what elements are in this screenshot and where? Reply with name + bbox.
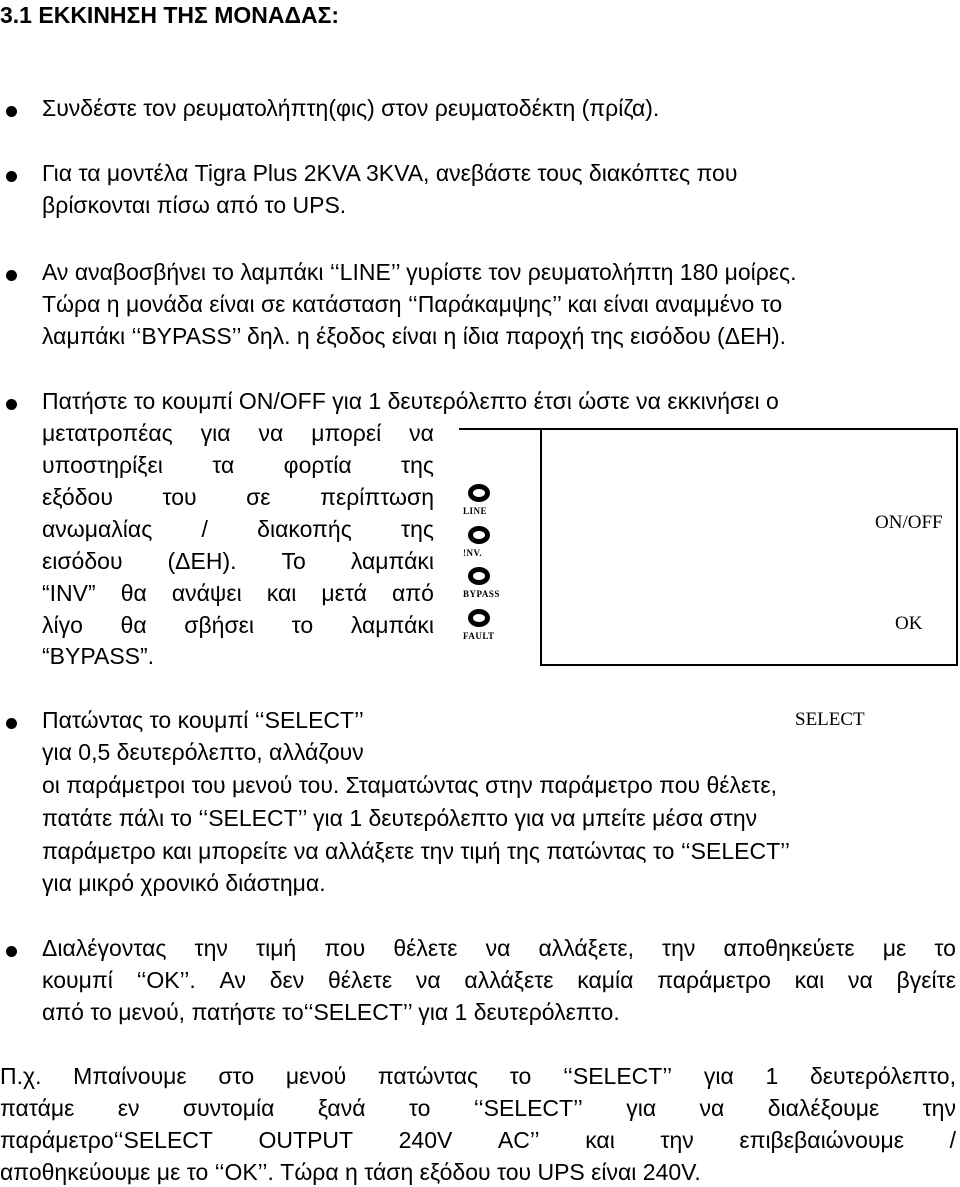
word: και (794, 967, 825, 993)
bullet-3-line: Τώρα η μονάδα είναι σε κατάσταση ‘‘Παράκαμψης’’ και είναι αναμμένο το (42, 291, 783, 317)
lamp-label-bypass: BYPASS (463, 589, 500, 599)
lamp-label-inv: !NV. (463, 548, 483, 558)
word: μετατροπέας (42, 420, 173, 446)
word: να (409, 420, 434, 446)
word: το (291, 612, 314, 638)
word: ‘‘SELECT’’ (563, 1063, 673, 1089)
bullet-6-line (42, 935, 956, 963)
word: καμία (577, 967, 634, 993)
word: εξόδου (42, 484, 113, 510)
bypass-lamp-icon (468, 567, 490, 585)
bullet-5-line: για μικρό χρονικό διάστημα. (42, 870, 326, 896)
fault-lamp-icon (468, 609, 490, 627)
word: εισόδου (42, 548, 123, 574)
word: διαλέξουμε (767, 1095, 880, 1121)
word: ‘‘OK’’. (136, 967, 196, 993)
bullet-3-line: λαμπάκι ‘‘BYPASS’’ δηλ. η έξοδος είναι η ίδια παροχή της εισόδου (ΔΕΗ). (42, 323, 787, 349)
bullet-4-line (42, 548, 434, 576)
word: (ΔΕΗ). (167, 548, 237, 574)
on-off-button-label: ON/OFF (875, 512, 943, 533)
word: AC’’ (497, 1127, 540, 1153)
word: και (585, 1127, 615, 1153)
word: περίπτωση (320, 484, 434, 510)
example-line (0, 1127, 956, 1155)
word: μπορεί (311, 420, 382, 446)
word: πατώντας (377, 1063, 479, 1089)
word: το (934, 935, 956, 961)
word: αλλάξετε (464, 967, 554, 993)
word: να (485, 935, 511, 961)
section-title: 3.1 ΕΚΚΙΝΗΣΗ ΤΗΣ ΜΟΝΑΔΑΣ: (0, 2, 340, 28)
word: σε (246, 484, 271, 510)
word: για (626, 1095, 657, 1121)
word: δεν (269, 967, 305, 993)
word: / (949, 1127, 956, 1153)
bullet-4-line: Πατήστε το κουμπί ON/OFF για 1 δευτερόλεπτο έτσι ώστε να εκκινήσει ο (42, 388, 779, 414)
word: παράμετρο‘‘SELECT (0, 1127, 213, 1153)
word: το (509, 1063, 532, 1089)
word: μενού (285, 1063, 347, 1089)
word: να (848, 967, 873, 993)
bullet-4-line (42, 580, 434, 608)
word: Π.χ. (0, 1063, 42, 1089)
word: από (391, 580, 434, 606)
bullet-6-line: από το μενού, πατήστε το‘‘SELECT’’ για 1 δευτερόλεπτο. (42, 999, 620, 1025)
bullet-4-line (42, 612, 434, 640)
bullet-marker (6, 106, 17, 117)
word: σβήσει (184, 612, 255, 638)
word: με (882, 935, 907, 961)
word: να (415, 967, 441, 993)
bullet-4-line (42, 484, 434, 512)
word: την (194, 935, 228, 961)
word: μετά (321, 580, 367, 606)
bullet-5-line: παράμετρο και μπορείτε να αλλάξετε την τιμή της πατώντας το ‘‘SELECT’’ (42, 838, 790, 864)
word: Μπαίνουμε (73, 1063, 187, 1089)
bullet-4-line (42, 516, 434, 544)
word: λαμπάκι (350, 612, 434, 638)
bullet-2-line: βρίσκονται πίσω από το UPS. (42, 192, 347, 218)
word: τα (212, 452, 235, 478)
word: την (660, 1127, 694, 1153)
example-line (0, 1063, 956, 1091)
ok-button-label: OK (895, 613, 923, 634)
word: αποθηκεύετε (723, 935, 855, 961)
example-line: αποθηκεύουμε με το ‘‘OK’’. Τώρα η τάση εξόδου του UPS είναι 240V. (0, 1159, 701, 1185)
bullet-4-line: “BYPASS”. (42, 643, 155, 669)
bullet-marker (6, 171, 17, 182)
word: της (401, 452, 434, 478)
word: να (258, 420, 284, 446)
word: για (200, 420, 231, 446)
bullet-2-line: Για τα μοντέλα Tigra Plus 2KVA 3KVA, ανεβάστε τους διακόπτες που (42, 160, 738, 186)
word: που (324, 935, 366, 961)
word: θέλετε (328, 967, 393, 993)
bullet-4-line (42, 420, 434, 448)
bullet-4-line (42, 452, 434, 480)
bullet-1-line: Συνδέστε τον ρευματολήπτη(φις) στον ρευματοδέκτη (πρίζα). (42, 95, 660, 121)
word: βγείτε (896, 967, 956, 993)
word: την (662, 935, 696, 961)
bullet-marker (6, 270, 17, 281)
word: ανωμαλίας (42, 516, 153, 542)
word: επιβεβαιώνουμε (739, 1127, 905, 1153)
bullet-5-line: για 0,5 δευτερόλεπτο, αλλάζουν (42, 739, 364, 765)
word: Το (281, 548, 306, 574)
bullet-marker (6, 946, 17, 957)
bullet-3-line: Αν αναβοσβήνει το λαμπάκι ‘‘LINE’’ γυρίστε τον ρευματολήπτη 180 μοίρες. (42, 259, 797, 285)
word: τιμή (256, 935, 297, 961)
word: / (201, 516, 208, 542)
word: διακοπής (257, 516, 352, 542)
word: λίγο (42, 612, 83, 638)
word: στο (218, 1063, 255, 1089)
word: του (162, 484, 197, 510)
bullet-5-line: οι παράμετροι του μενού του. Σταματώντας στην παράμετρο που θέλετε, (42, 772, 778, 798)
word: φορτία (283, 452, 352, 478)
lamp-label-fault: FAULT (463, 631, 495, 641)
word: να (699, 1095, 725, 1121)
word: 1 (765, 1063, 779, 1089)
word: κουμπί (42, 967, 113, 993)
word: παράμετρο (657, 967, 771, 993)
word: το (408, 1095, 431, 1121)
word: και (266, 580, 297, 606)
word: θα (120, 580, 147, 606)
bullet-6-line (42, 967, 956, 995)
word: της (401, 516, 434, 542)
word: την (922, 1095, 956, 1121)
word: συντομία (182, 1095, 275, 1121)
word: αλλάξετε, (538, 935, 634, 961)
select-button-label: SELECT (795, 709, 865, 730)
word: πατάμε (0, 1095, 75, 1121)
bullet-5-line: πατάτε πάλι το ‘‘SELECT’’ για 1 δευτερόλεπτο για να μπείτε μέσα στην (42, 805, 758, 831)
word: Αν (219, 967, 246, 993)
word: Διαλέγοντας (42, 935, 167, 961)
inv-lamp-icon (468, 526, 490, 544)
lamp-label-line: LINE (463, 506, 488, 516)
word: ξανά (317, 1095, 366, 1121)
line-lamp-icon (468, 484, 490, 502)
word: υποστηρίξει (42, 452, 163, 478)
word: ανάψει (171, 580, 242, 606)
word: ‘‘SELECT’’ (473, 1095, 583, 1121)
word: OUTPUT (258, 1127, 354, 1153)
ups-front-panel (445, 428, 958, 666)
example-line (0, 1095, 956, 1123)
word: “INV” (42, 580, 96, 606)
bullet-marker (6, 718, 17, 729)
bullet-marker (6, 399, 17, 410)
word: εν (117, 1095, 140, 1121)
word: θα (120, 612, 147, 638)
word: θέλετε (393, 935, 458, 961)
word: λαμπάκι (350, 548, 434, 574)
bullet-5-line: Πατώντας το κουμπί ‘‘SELECT’’ (42, 707, 364, 733)
word: δευτερόλεπτο, (809, 1063, 956, 1089)
word: 240V (398, 1127, 453, 1153)
word: για (703, 1063, 734, 1089)
